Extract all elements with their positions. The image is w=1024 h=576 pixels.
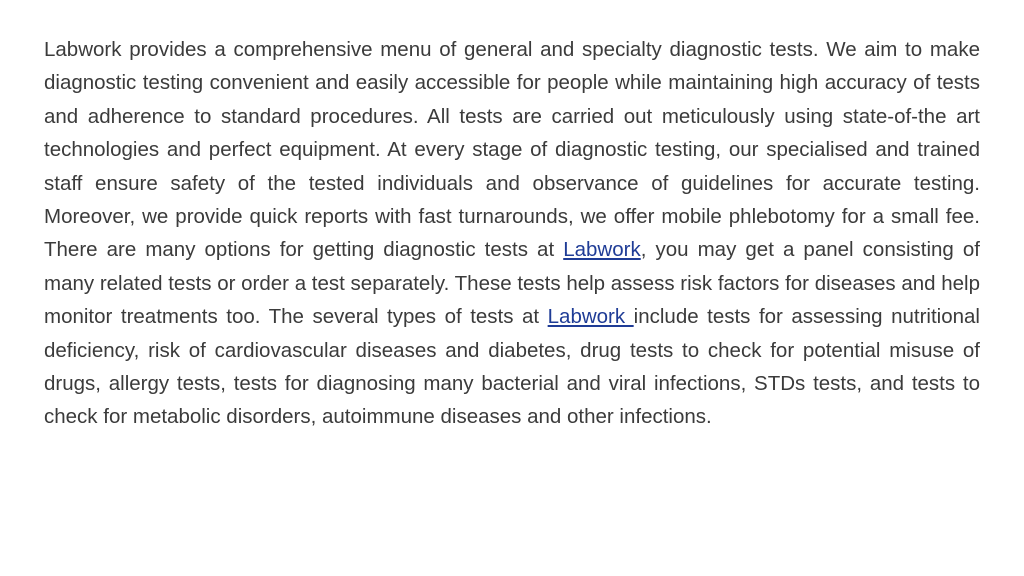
labwork-link[interactable]: Labwork — [563, 238, 641, 262]
document-body — [44, 33, 980, 434]
paragraph-text-part-1: Labwork provides a comprehensive menu of general and specialty diagnostic tests. We aim to make diagnostic testing convenient and easily accessible for people while maintaining high accuracy of tests and adherence to standard procedures. All tests are carried out meticulously using state-of-the art technologies and perfect equipment. At every stage of diagnostic testing, our specialised and trained staff ensure safety of the tested individuals and observance of guidelines for accurate testing. Moreover, we provide quick reports with fast turnarounds, we offer mobile phlebotomy for a small fee. There are many options for getting diagnostic tests at — [44, 38, 980, 262]
paragraph-text-part-2: , you may get a panel consisting of many related tests or order a test separately. These tests help assess risk factors for diseases and help monitor treatments too. The several types of tests at — [44, 238, 980, 329]
paragraph-text-part-3: include tests for assessing nutritional deficiency, risk of cardiovascular diseases and diabetes, drug tests to check for potential misuse of drugs, allergy tests, tests for diagnosing many bacterial and viral infections, STDs tests, and tests to check for metabolic disorders, autoimmune diseases and other infections. — [44, 305, 980, 429]
body-paragraph — [44, 33, 980, 434]
labwork-link-2[interactable]: Labwork — [547, 305, 634, 329]
